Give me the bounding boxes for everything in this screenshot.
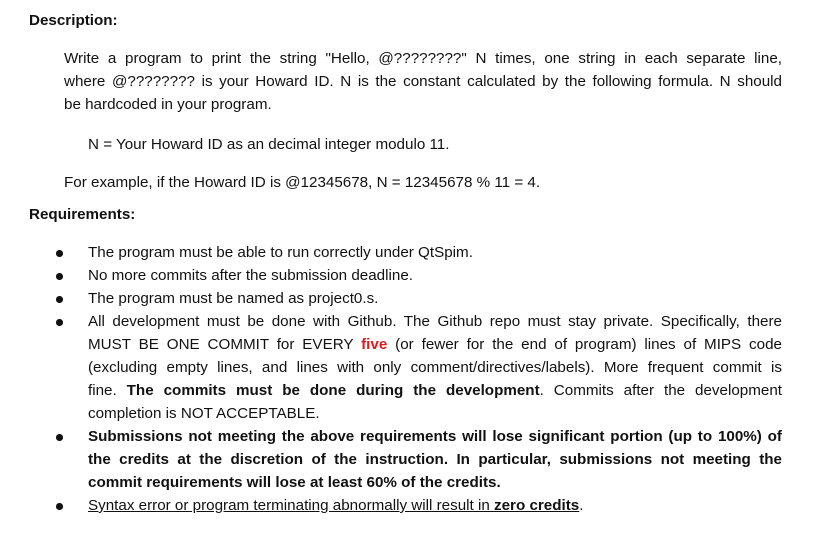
requirement-item-filename: [0, 287, 817, 310]
syntax-warning-text: Syntax error or program terminating abnormally will result in: [88, 497, 494, 514]
bullet-icon: [56, 319, 63, 326]
fine-text: fine.: [88, 382, 127, 399]
description-paragraph: [64, 47, 782, 116]
requirement-github-line-2: [88, 333, 782, 356]
requirements-heading: Requirements:: [29, 206, 136, 223]
requirement-github-line-4: [88, 379, 782, 402]
commit-rule-text: MUST BE ONE COMMIT for EVERY: [88, 336, 362, 353]
description-heading: Description:: [29, 12, 118, 29]
bullet-icon: [56, 250, 63, 257]
requirement-item-syntax: [0, 494, 817, 517]
zero-credits-text: zero credits: [494, 497, 580, 514]
commit-timing-text-end: . Commits after the development: [539, 382, 782, 399]
description-line-2: where @???????? is your Howard ID. N is the constant calculated by the following formula. N should: [64, 73, 782, 90]
bullet-icon: [56, 434, 63, 441]
requirement-text: The program must be able to run correctly under QtSpim.: [88, 244, 473, 261]
requirement-github-line-5: completion is NOT ACCEPTABLE.: [88, 405, 320, 422]
commit-rule-text-end: (or fewer for the end of program) lines of MIPS code: [387, 336, 782, 353]
example-text: [64, 171, 764, 194]
syntax-period: .: [579, 497, 584, 514]
penalty-line-2: the credits at the discretion of the instruction. In particular, submissions not meeting the: [88, 451, 782, 468]
bullet-icon: [56, 503, 63, 510]
requirement-text: The program must be named as project0.s.: [88, 290, 379, 307]
formula-text: [88, 133, 688, 156]
requirement-github-line-3: (excluding empty lines, and lines with only comment/directives/labels). More frequent commit is: [88, 359, 782, 376]
requirement-item-deadline: [0, 264, 817, 287]
bullet-icon: [56, 273, 63, 280]
syntax-line: [88, 494, 782, 517]
requirement-text: No more commits after the submission deadline.: [88, 267, 413, 284]
five-highlight: five: [361, 336, 388, 353]
example-line: For example, if the Howard ID is @12345678, N = 12345678 % 11 = 4.: [64, 174, 541, 191]
description-line-1: Write a program to print the string "Hello, @????????" N times, one string in each separate line,: [64, 50, 782, 67]
requirement-item-github: [0, 310, 817, 425]
bullet-icon: [56, 296, 63, 303]
penalty-line-1: Submissions not meeting the above requirements will lose significant portion (up to 100%) of: [88, 428, 782, 445]
description-line-3: be hardcoded in your program.: [64, 96, 272, 113]
requirement-github-line-1: All development must be done with Github. The Github repo must stay private. Specifically, there: [88, 313, 782, 330]
formula-line: N = Your Howard ID as an decimal integer modulo 11.: [88, 136, 450, 153]
requirement-item-qtspim: [0, 241, 817, 264]
commit-timing-bold: The commits must be done during the development: [126, 382, 540, 399]
requirements-list: [0, 241, 817, 517]
penalty-line-3: commit requirements will lose at least 60% of the credits.: [88, 474, 501, 491]
requirement-item-penalty: [0, 425, 817, 494]
